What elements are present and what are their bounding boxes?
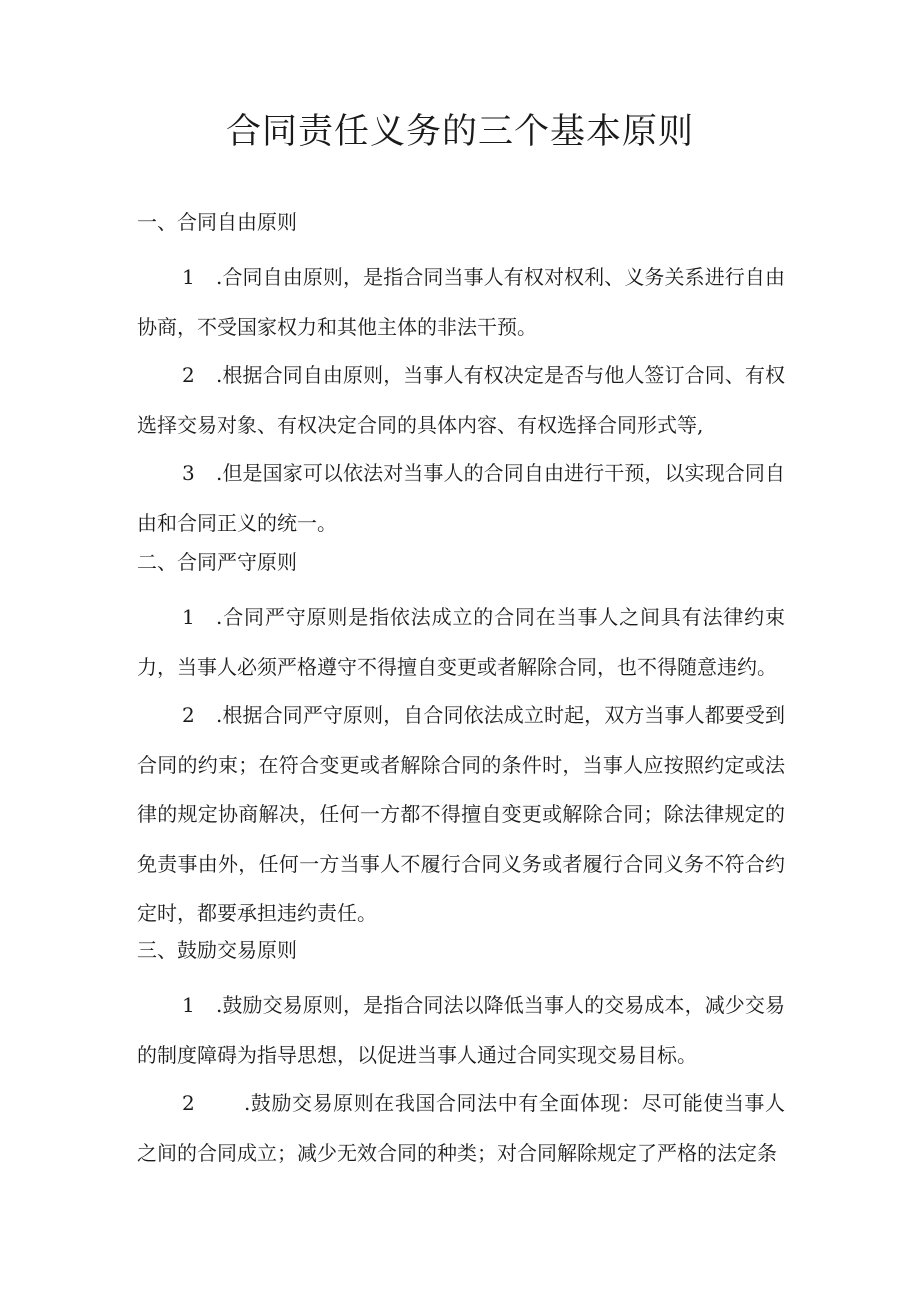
- paragraph: [137, 351, 785, 450]
- section-heading: 三、鼓励交易原则: [137, 938, 297, 962]
- paragraph: [137, 449, 785, 548]
- paragraph: [137, 593, 785, 692]
- item-number: 1: [182, 265, 195, 289]
- item-number: 1: [182, 993, 195, 1017]
- item-number: 2: [182, 1091, 195, 1115]
- paragraph-text: .但是国家可以依法对当事人的合同自由进行干预，以实现合同自由和合同正义的统一。: [137, 461, 785, 535]
- item-number: 2: [182, 703, 195, 727]
- paragraph: [137, 691, 785, 939]
- paragraph: [137, 253, 785, 352]
- paragraph-text: .合同自由原则，是指合同当事人有权对权利、义务关系进行自由协商，不受国家权力和其他主体的非法干预。: [137, 265, 785, 339]
- paragraph-text: .根据合同严守原则，自合同依法成立时起，双方当事人都要受到合同的约束；在符合变更或者解除合同的条件时，当事人应按照约定或法律的规定协商解决，任何一方都不得擅自变更或解除合同；除法律规定的免责事由外，任何一方当事人不履行合同义务或者履行合同义务不符合约定时，都要承担违约责任。: [137, 703, 785, 925]
- paragraph-text: .鼓励交易原则，是指合同法以降低当事人的交易成本，减少交易的制度障碍为指导思想，以促进当事人通过合同实现交易目标。: [137, 993, 785, 1067]
- paragraph: [137, 981, 785, 1080]
- section-heading: 一、合同自由原则: [137, 210, 297, 234]
- section-heading: 二、合同严守原则: [137, 550, 297, 574]
- paragraph-text: .鼓励交易原则在我国合同法中有全面体现：尽可能使当事人之间的合同成立；减少无效合同的种类；对合同解除规定了严格的法定条: [137, 1091, 785, 1165]
- paragraph-text: .合同严守原则是指依法成立的合同在当事人之间具有法律约束力，当事人必须严格遵守不得擅自变更或者解除合同，也不得随意违约。: [137, 605, 785, 679]
- paragraph: [137, 1079, 785, 1178]
- item-number: 3: [182, 461, 195, 485]
- paragraph-text: .根据合同自由原则，当事人有权决定是否与他人签订合同、有权选择交易对象、有权决定合同的具体内容、有权选择合同形式等,: [137, 363, 785, 437]
- page-title: 合同责任义务的三个基本原则: [225, 112, 694, 152]
- item-number: 2: [182, 363, 195, 387]
- item-number: 1: [182, 605, 195, 629]
